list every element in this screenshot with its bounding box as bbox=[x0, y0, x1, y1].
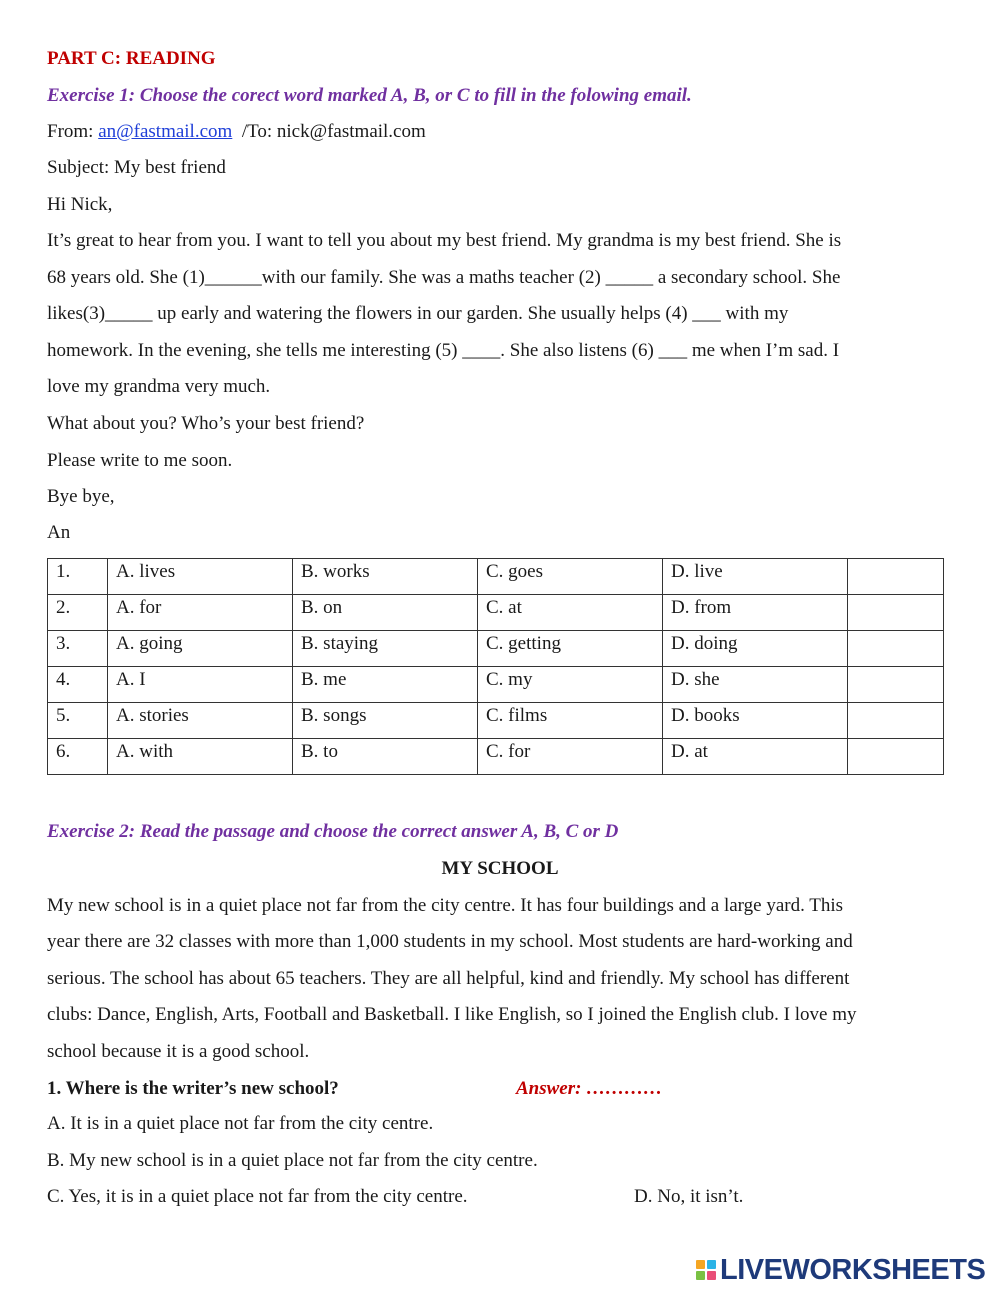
email-closing-line: Bye bye, bbox=[47, 486, 115, 507]
email-from-line bbox=[47, 121, 426, 143]
option-d[interactable]: D. from bbox=[663, 595, 848, 631]
table-row bbox=[48, 631, 944, 667]
option-b[interactable]: B. to bbox=[293, 739, 478, 775]
option-a[interactable]: A. with bbox=[108, 739, 293, 775]
option-d[interactable]: D. books bbox=[663, 703, 848, 739]
from-email-link[interactable]: an@fastmail.com bbox=[98, 121, 233, 142]
from-label: From: bbox=[47, 121, 99, 142]
table-row bbox=[48, 595, 944, 631]
q1-option-b[interactable]: B. My new school is in a quiet place not far from the city centre. bbox=[47, 1150, 538, 1171]
liveworksheets-logo bbox=[696, 1254, 985, 1286]
option-d[interactable]: D. live bbox=[663, 559, 848, 595]
to-text: /To: nick@fastmail.com bbox=[232, 121, 426, 142]
logo-square bbox=[707, 1271, 716, 1280]
option-c[interactable]: C. at bbox=[478, 595, 663, 631]
table-row bbox=[48, 667, 944, 703]
logo-square bbox=[696, 1260, 705, 1269]
logo-grid-icon bbox=[696, 1260, 716, 1280]
answer-cell[interactable] bbox=[848, 595, 944, 631]
option-a[interactable]: A. for bbox=[108, 595, 293, 631]
email-signature: An bbox=[47, 522, 71, 543]
table-row bbox=[48, 739, 944, 775]
option-b[interactable]: B. me bbox=[293, 667, 478, 703]
logo-square bbox=[707, 1260, 716, 1269]
option-c[interactable]: C. my bbox=[478, 667, 663, 703]
answer-cell[interactable] bbox=[848, 559, 944, 595]
option-c[interactable]: C. goes bbox=[478, 559, 663, 595]
email-closing-line: Please write to me soon. bbox=[47, 450, 233, 471]
email-body-line: love my grandma very much. bbox=[47, 376, 271, 397]
passage-line: school because it is a good school. bbox=[47, 1041, 310, 1062]
question-number: 3. bbox=[48, 631, 108, 667]
option-b[interactable]: B. songs bbox=[293, 703, 478, 739]
exercise2-title: Exercise 2: Read the passage and choose the correct answer A, B, C or D bbox=[47, 821, 619, 842]
q1-option-d[interactable]: D. No, it isn’t. bbox=[634, 1186, 744, 1207]
logo-text: LIVEWORKSHEETS bbox=[720, 1253, 986, 1286]
option-a[interactable]: A. lives bbox=[108, 559, 293, 595]
email-subject: Subject: My best friend bbox=[47, 157, 226, 178]
question-number: 2. bbox=[48, 595, 108, 631]
exercise1-title: Exercise 1: Choose the corect word marked A, B, or C to fill in the folowing email. bbox=[47, 85, 692, 106]
question-number: 1. bbox=[48, 559, 108, 595]
question-number: 5. bbox=[48, 703, 108, 739]
question-1: 1. Where is the writer’s new school? bbox=[47, 1078, 339, 1099]
option-d[interactable]: D. at bbox=[663, 739, 848, 775]
option-b[interactable]: B. works bbox=[293, 559, 478, 595]
answer-cell[interactable] bbox=[848, 739, 944, 775]
option-c[interactable]: C. films bbox=[478, 703, 663, 739]
email-closing-line: What about you? Who’s your best friend? bbox=[47, 413, 365, 434]
table-row bbox=[48, 559, 944, 595]
answer-cell[interactable] bbox=[848, 631, 944, 667]
option-c[interactable]: C. for bbox=[478, 739, 663, 775]
logo-square bbox=[696, 1271, 705, 1280]
option-b[interactable]: B. on bbox=[293, 595, 478, 631]
passage-line: year there are 32 classes with more than 1,000 students in my school. Most students are hard-working and bbox=[47, 931, 853, 952]
option-b[interactable]: B. staying bbox=[293, 631, 478, 667]
q1-option-c[interactable]: C. Yes, it is in a quiet place not far from the city centre. bbox=[47, 1186, 468, 1207]
passage-line: clubs: Dance, English, Arts, Football and Basketball. I like English, so I joined the English club. I love my bbox=[47, 1004, 857, 1025]
exercise1-options-table bbox=[47, 558, 944, 775]
email-body-line: likes(3)_____ up early and watering the flowers in our garden. She usually helps (4) ___ with my bbox=[47, 303, 789, 324]
email-body-line: 68 years old. She (1)______with our family. She was a maths teacher (2) _____ a secondary school. She bbox=[47, 267, 841, 288]
passage-line: serious. The school has about 65 teachers. They are all helpful, kind and friendly. My school has different bbox=[47, 968, 850, 989]
answer-blank[interactable]: Answer: ………… bbox=[516, 1078, 663, 1099]
passage-line: My new school is in a quiet place not far from the city centre. It has four buildings and a large yard. This bbox=[47, 895, 844, 916]
answer-cell[interactable] bbox=[848, 703, 944, 739]
email-greeting: Hi Nick, bbox=[47, 194, 113, 215]
option-d[interactable]: D. doing bbox=[663, 631, 848, 667]
option-a[interactable]: A. I bbox=[108, 667, 293, 703]
option-c[interactable]: C. getting bbox=[478, 631, 663, 667]
option-d[interactable]: D. she bbox=[663, 667, 848, 703]
email-body-line: homework. In the evening, she tells me interesting (5) ____. She also listens (6) ___ me when I’m sad. I bbox=[47, 340, 840, 361]
table-row bbox=[48, 703, 944, 739]
option-a[interactable]: A. going bbox=[108, 631, 293, 667]
question-number: 4. bbox=[48, 667, 108, 703]
passage-title: MY SCHOOL bbox=[441, 858, 559, 879]
q1-option-a[interactable]: A. It is in a quiet place not far from the city centre. bbox=[47, 1113, 434, 1134]
question-number: 6. bbox=[48, 739, 108, 775]
answer-cell[interactable] bbox=[848, 667, 944, 703]
email-body-line: It’s great to hear from you. I want to tell you about my best friend. My grandma is my best friend. She is bbox=[47, 230, 842, 251]
option-a[interactable]: A. stories bbox=[108, 703, 293, 739]
part-title: PART C: READING bbox=[47, 48, 216, 69]
